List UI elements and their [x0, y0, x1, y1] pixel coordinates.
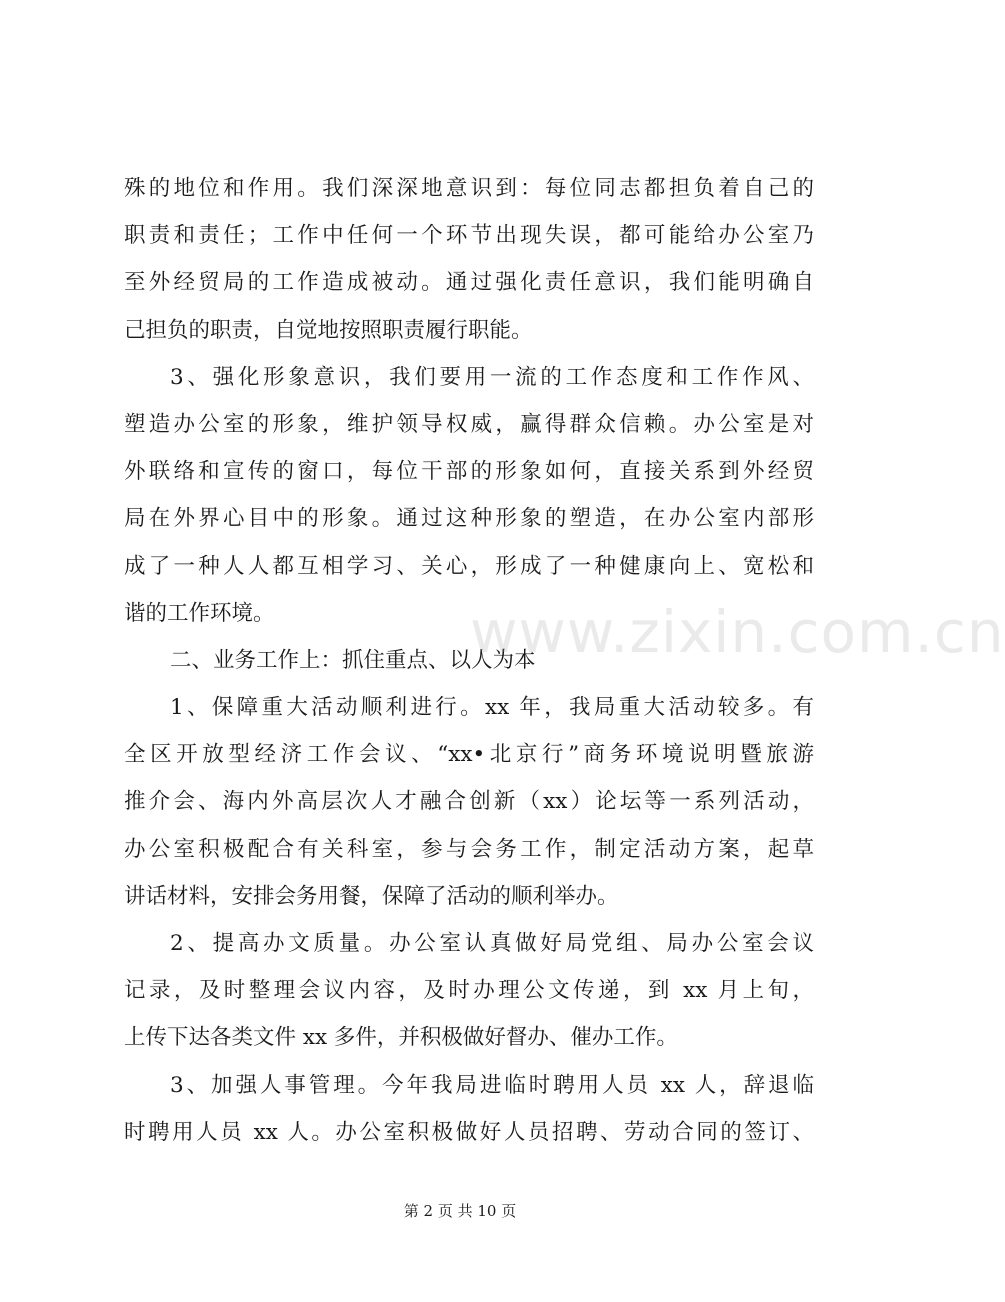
text-line: 职责和责任；工作中任何一个环节出现失误，都可能给办公室乃	[124, 223, 814, 249]
text-line: 讲话材料，安排会务用餐，保障了活动的顺利举办。	[124, 883, 619, 909]
text-line: 塑造办公室的形象，维护领导权威，赢得群众信赖。办公室是对	[124, 411, 814, 437]
text-line: 全区开放型经济工作会议、“xx•北京行”商务环境说明暨旅游	[124, 742, 814, 768]
text-line: 至外经贸局的工作造成被动。通过强化责任意识，我们能明确自	[124, 270, 814, 296]
watermark: www.zixin.com.cn	[470, 598, 1005, 666]
text-line: 推介会、海内外高层次人才融合创新（xx）论坛等一系列活动，	[124, 789, 814, 815]
text-line: 记录，及时整理会议内容，及时办理公文传递，到 xx 月上旬，	[124, 978, 814, 1004]
text-line: 上传下达各类文件 xx 多件，并积极做好督办、催办工作。	[124, 1025, 678, 1051]
paragraph-start-line: 3、强化形象意识，我们要用一流的工作态度和工作作风、	[170, 364, 814, 390]
paragraph-start-line: 1、保障重大活动顺利进行。xx 年，我局重大活动较多。有	[170, 695, 814, 721]
section-heading: 二、业务工作上：抓住重点、以人为本	[170, 647, 536, 673]
text-line: 时聘用人员 xx 人。办公室积极做好人员招聘、劳动合同的签订、	[124, 1119, 814, 1145]
text-line: 办公室积极配合有关科室，参与会务工作，制定活动方案，起草	[124, 836, 814, 862]
text-line: 局在外界心目中的形象。通过这种形象的塑造，在办公室内部形	[124, 506, 814, 532]
text-line: 外联络和宣传的窗口，每位干部的形象如何，直接关系到外经贸	[124, 459, 814, 485]
paragraph-start-line: 3、加强人事管理。今年我局进临时聘用人员 xx 人，辞退临	[170, 1072, 814, 1098]
paragraph-start-line: 2、提高办文质量。办公室认真做好局党组、局办公室会议	[170, 931, 814, 956]
text-line: 殊的地位和作用。我们深深地意识到：每位同志都担负着自己的	[124, 176, 814, 201]
page-number-footer: 第 2 页 共 10 页	[403, 1202, 517, 1220]
text-line: 成了一种人人都互相学习、关心，形成了一种健康向上、宽松和	[124, 553, 814, 579]
text-line: 己担负的职责，自觉地按照职责履行职能。	[124, 317, 533, 343]
text-line: 谐的工作环境。	[124, 600, 275, 626]
